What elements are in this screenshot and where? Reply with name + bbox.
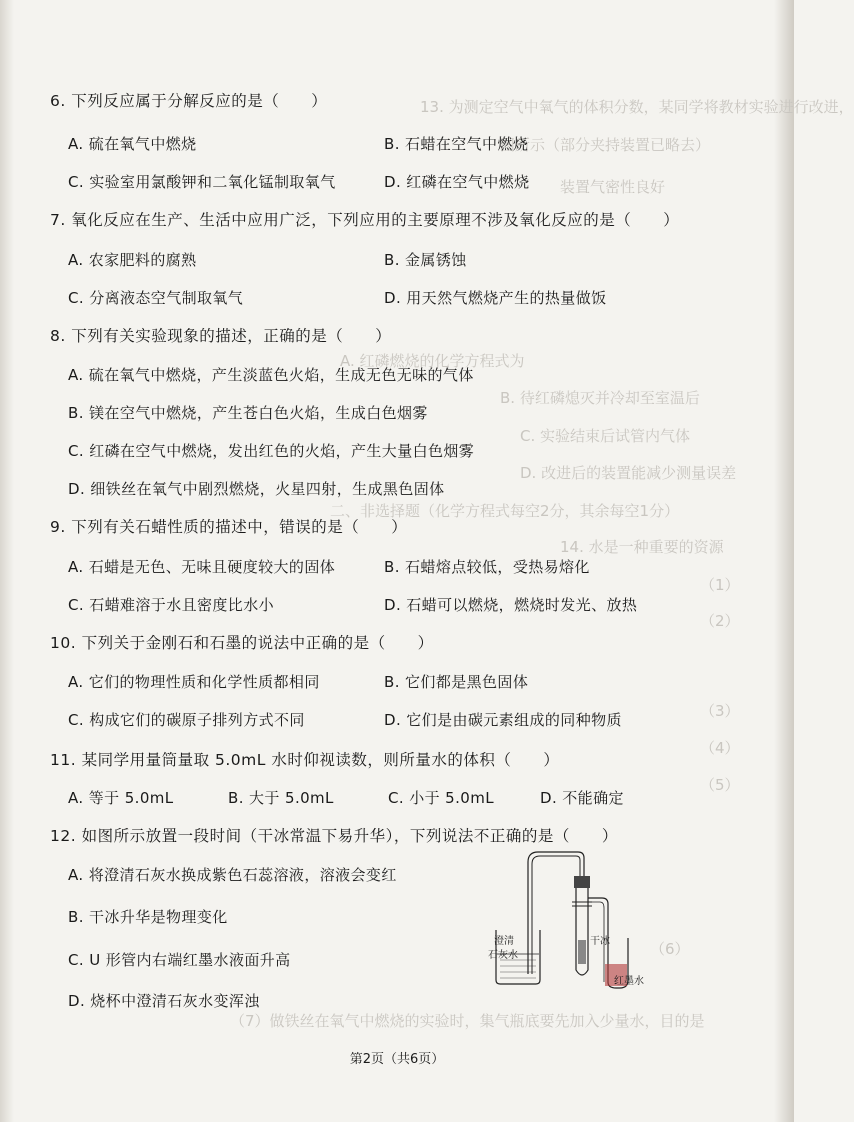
question-6-stem: 6. 下列反应属于分解反应的是（ ） [50, 92, 328, 110]
question-8-stem: 8. 下列有关实验现象的描述，正确的是（ ） [50, 327, 392, 345]
question-12-option-d: D. 烧杯中澄清石灰水变浑浊 [68, 992, 260, 1010]
bleed-text: 13. 为测定空气中氧气的体积分数，某同学将教材实验进行改进， [420, 98, 854, 116]
question-6-option-b: B. 石蜡在空气中燃烧 [384, 135, 529, 153]
scan-edge-left [0, 0, 14, 1122]
question-11-option-c: C. 小于 5.0mL [388, 789, 495, 807]
question-11-option-b: B. 大于 5.0mL [228, 789, 334, 807]
question-6-option-c: C. 实验室用氯酸钾和二氧化锰制取氧气 [68, 173, 336, 191]
question-9-option-b: B. 石蜡熔点较低，受热易熔化 [384, 558, 590, 576]
question-7-option-d: D. 用天然气燃烧产生的热量做饭 [384, 289, 607, 307]
bleed-text: （3） [700, 702, 740, 720]
question-6-option-d: D. 红磷在空气中燃烧 [384, 173, 530, 191]
bleed-text: 14. 水是一种重要的资源 [560, 538, 724, 556]
question-10-option-a: A. 它们的物理性质和化学性质都相同 [68, 673, 320, 691]
question-6-option-a: A. 硫在氧气中燃烧 [68, 135, 197, 153]
question-10-option-b: B. 它们都是黑色固体 [384, 673, 529, 691]
question-7-option-b: B. 金属锈蚀 [384, 251, 467, 269]
bleed-text: B. 待红磷熄灭并冷却至室温后 [500, 389, 700, 407]
question-10-stem: 10. 下列关于金刚石和石墨的说法中正确的是（ ） [50, 634, 434, 652]
apparatus-drawing [488, 842, 658, 992]
question-12-option-c: C. U 形管内右端红墨水液面升高 [68, 951, 291, 969]
bleed-text: （5） [700, 776, 740, 794]
question-9-stem: 9. 下列有关石蜡性质的描述中，错误的是（ ） [50, 518, 408, 536]
dry-ice-label: 干冰 [590, 936, 610, 947]
page-footer [0, 1048, 794, 1067]
question-12-stem: 12. 如图所示放置一段时间（干冰常温下易升华），下列说法不正确的是（ ） [50, 827, 618, 845]
question-8-option-a: A. 硫在氧气中燃烧，产生淡蓝色火焰，生成无色无味的气体 [68, 366, 474, 384]
limewater-label-2: 石灰水 [488, 950, 518, 961]
question-8-option-c: C. 红磷在空气中燃烧，发出红色的火焰，产生大量白色烟雾 [68, 442, 475, 460]
bleed-text: 二、非选择题（化学方程式每空2分，其余每空1分） [330, 502, 680, 520]
bleed-text: （4） [700, 739, 740, 757]
question-9-option-c: C. 石蜡难溶于水且密度比水小 [68, 596, 275, 614]
bleed-text: （1） [700, 576, 740, 594]
red-ink-label: 红墨水 [614, 976, 644, 987]
bleed-text: （6） [650, 940, 690, 958]
question-10-option-d: D. 它们是由碳元素组成的同种物质 [384, 711, 622, 729]
scan-edge-right [774, 0, 794, 1122]
question-11-option-a: A. 等于 5.0mL [68, 789, 174, 807]
page-number: 第2页（共6页） [349, 1052, 445, 1067]
limewater-label: 澄清 [494, 936, 514, 947]
bleed-text: 图所示（部分夹持装置已略去） [500, 136, 711, 154]
question-11-option-d: D. 不能确定 [540, 789, 624, 807]
bleed-text: （2） [700, 612, 740, 630]
question-11-stem: 11. 某同学用量筒量取 5.0mL 水时仰视读数，则所量水的体积（ ） [50, 751, 560, 769]
question-8-option-b: B. 镁在空气中燃烧，产生苍白色火焰，生成白色烟雾 [68, 404, 428, 422]
apparatus-diagram [488, 842, 658, 992]
question-10-option-c: C. 构成它们的碳原子排列方式不同 [68, 711, 305, 729]
bleed-text: C. 实验结束后试管内气体 [520, 427, 691, 445]
bleed-text: D. 改进后的装置能减少测量误差 [520, 464, 737, 482]
bleed-text: 装置气密性良好 [560, 178, 666, 196]
question-9-option-a: A. 石蜡是无色、无味且硬度较大的固体 [68, 558, 336, 576]
question-7-stem: 7. 氧化反应在生产、生活中应用广泛，下列应用的主要原理不涉及氧化反应的是（ ） [50, 211, 680, 229]
question-7-option-c: C. 分离液态空气制取氧气 [68, 289, 244, 307]
bleed-text: （7）做铁丝在氧气中燃烧的实验时，集气瓶底要先加入少量水，目的是 [230, 1012, 705, 1030]
question-9-option-d: D. 石蜡可以燃烧，燃烧时发光、放热 [384, 596, 638, 614]
question-7-option-a: A. 农家肥料的腐熟 [68, 251, 197, 269]
question-12-option-a: A. 将澄清石灰水换成紫色石蕊溶液，溶液会变红 [68, 866, 397, 884]
question-12-option-b: B. 干冰升华是物理变化 [68, 908, 228, 926]
question-8-option-d: D. 细铁丝在氧气中剧烈燃烧，火星四射，生成黑色固体 [68, 480, 445, 498]
bleed-text: A. 红磷燃烧的化学方程式为 [340, 352, 525, 370]
